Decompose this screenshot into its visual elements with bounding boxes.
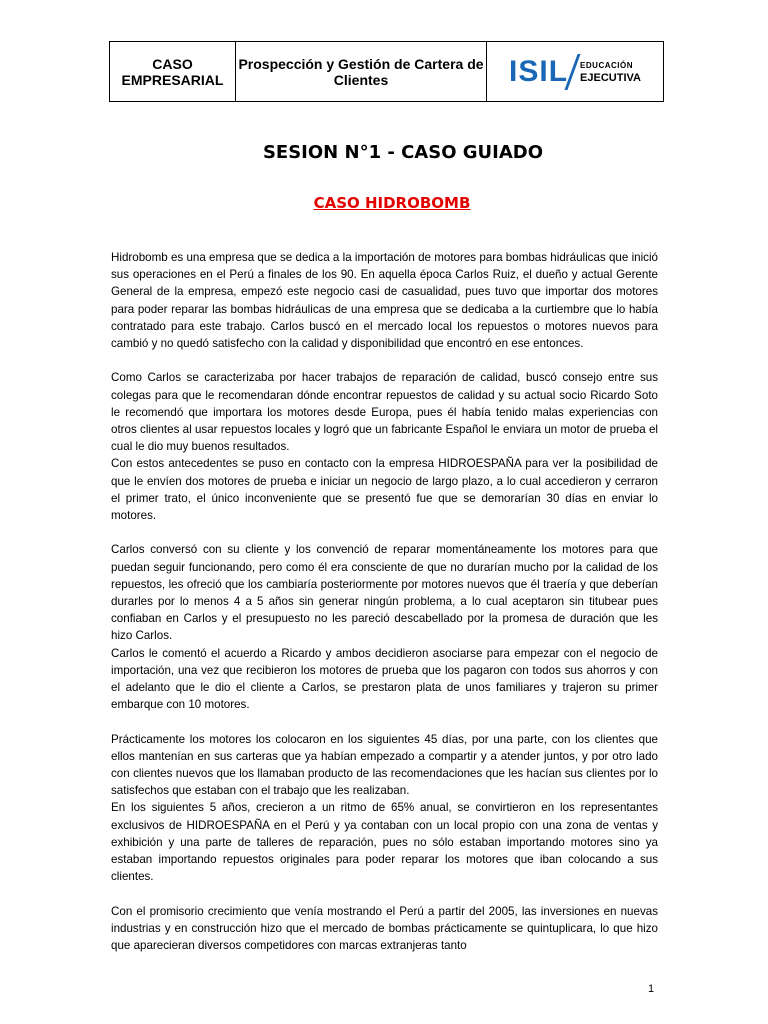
paragraph: Carlos le comentó el acuerdo a Ricardo y ambos decidieron asociarse para empezar con el negocio de importación, una vez que recibieron los motores de prueba que los pagaron con todos sus ahorros y con el adelanto que le dio el cliente a Carlos, se prestaron plata de unos familiares y trajeron su primer embarque con 10 motores. (111, 646, 658, 712)
header-table (109, 41, 664, 102)
paragraph: Carlos conversó con su cliente y los convenció de reparar momentáneamente los motores para que puedan seguir funcionando, pero como él era consciente de que no durarían mucho por la calidad de los repuestos, les ofreció que los cambiaría posteriormente por motores nuevos que él traería y que deberían durarles por lo menos 4 a 5 años sin generar ningún problema, a lo cual aceptaron sin titubear pues confiaban en Carlos y el presupuesto no les pareció descabellado por la promesa de duración que les hizo Carlos. (111, 543, 658, 643)
header-course-title: Prospección y Gestión de Cartera de Clientes (236, 42, 487, 101)
logo-educacion: EDUCACIÓN (580, 60, 633, 70)
page-number: 1 (648, 983, 655, 995)
case-title: CASO HIDROBOMB (313, 194, 471, 212)
paragraph: Como Carlos se caracterizaba por hacer trabajos de reparación de calidad, buscó consejo entre sus colegas para que le recomendaran dónde encontrar repuestos de calidad y su actual socio Ricardo Soto le recomendó que importara los motores desde Europa, pues él había tenido malas experiencias con otros clientes al usar repuestos locales y logró que un fabricante Español le enviara un motor de prueba el cual le dio muy buenos resultados. (111, 371, 658, 454)
logo-subtitle (580, 60, 641, 84)
header-logo-cell (487, 42, 663, 101)
header-case-type: CASO EMPRESARIAL (110, 42, 236, 101)
logo-ejecutiva: EJECUTIVA (580, 71, 641, 84)
paragraph: Prácticamente los motores los colocaron en los siguientes 45 días, por una parte, con los clientes que ellos mantenían en sus carteras que ya habían empezado a compartir y a atender juntos, y por otro lado con clientes nuevos que los llamaban producto de las recomendaciones que les hacían sus clientes por lo satisfechos que estaban con el trabajo que les realizaban. (111, 732, 658, 798)
paragraph: En los siguientes 5 años, crecieron a un ritmo de 65% anual, se convirtieron en los representantes exclusivos de HIDROESPAÑA en el Perú y ya contaban con un local propio con una zona de ventas y exhibición y una parte de talleres de reparación, pues no sólo estaban importando motores sino ya estaban importando repuestos originales para poder reparar los motores que iban colocando a sus clientes. (111, 801, 658, 884)
case-body (111, 249, 658, 954)
paragraph: Con estos antecedentes se puso en contacto con la empresa HIDROESPAÑA para ver la posibilidad de que le envíen dos motores de prueba e iniciar un negocio de largo plazo, a lo cual accedieron y cerraron el primer trato, el único inconveniente que se presentó fue que se demorarían 30 días en enviar lo motores. (111, 457, 658, 523)
session-title: SESION N°1 - CASO GUIADO (262, 142, 544, 163)
paragraph: Con el promisorio crecimiento que venía mostrando el Perú a partir del 2005, las inversiones en nuevas industrias y en construcción hizo que el mercado de bombas prácticamente se quintuplicara, lo que hizo que aparecieran diversos competidores con marcas extranjeras tanto (111, 904, 658, 953)
isil-logo (509, 54, 641, 90)
logo-isil-wordmark: ISIL (509, 54, 574, 90)
paragraph: Hidrobomb es una empresa que se dedica a la importación de motores para bombas hidráulicas que inició sus operaciones en el Perú a finales de los 90. En aquella época Carlos Ruiz, el dueño y actual Gerente General de la empresa, empezó este negocio casi de casualidad, pues tuvo que importar dos motores para poder reparar las bombas hidráulicas de una empresa que se dedicaba a la curtiembre que lo había contratado para este trabajo. Carlos buscó en el mercado local los repuestos o motores nuevos para cambió y no quedó satisfecho con la calidad y disponibilidad que encontró en ese entonces. (111, 251, 658, 351)
